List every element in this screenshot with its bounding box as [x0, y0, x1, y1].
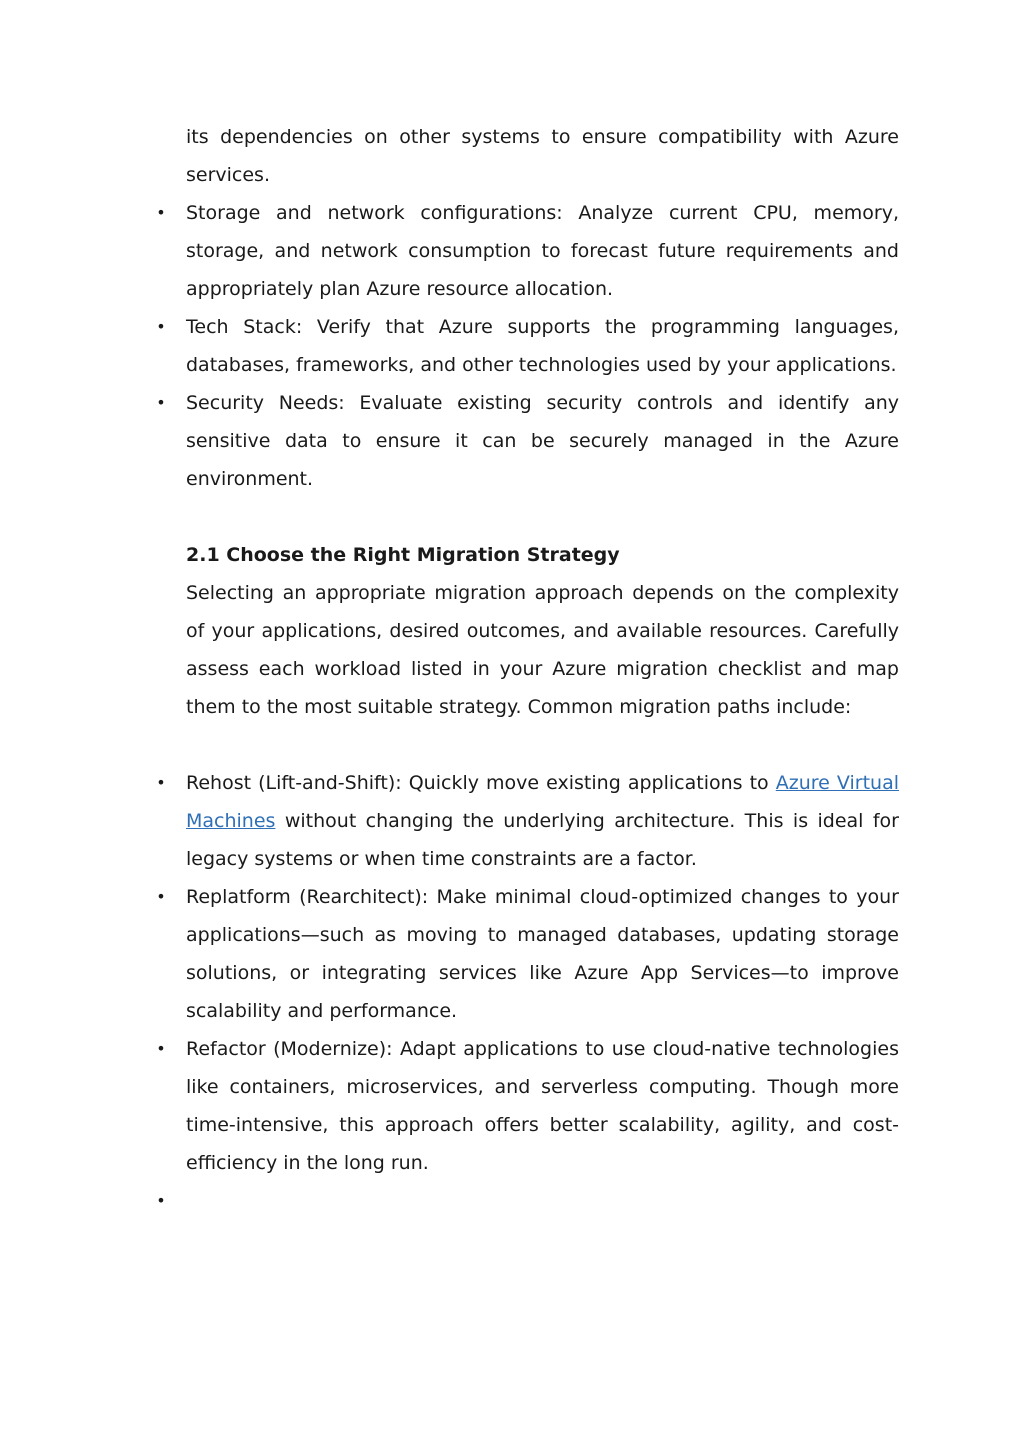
- spacer: [186, 726, 899, 764]
- bullet-icon: •: [156, 317, 166, 336]
- list-item-security-needs: [156, 384, 899, 498]
- bullet-icon: •: [156, 393, 166, 412]
- bullet-icon: •: [156, 773, 166, 792]
- list-item-text: Replatform (Rearchitect): Make minimal cloud-optimized changes to your applications—such as moving to managed databases, updating storage solutions, or integrating services like Azure App Services—to improve scalability and performance.: [186, 886, 899, 1022]
- section-heading: 2.1 Choose the Right Migration Strategy: [186, 544, 620, 566]
- document-page: [156, 118, 899, 1220]
- list-item-rehost: [156, 764, 899, 878]
- list-item-storage-network: [156, 194, 899, 308]
- section-intro-paragraph: Selecting an appropriate migration approach depends on the complexity of your applications, desired outcomes, and available resources. Carefully assess each workload listed in your Azure migration checklist and map them to the most suitable strategy. Common migration paths include:: [186, 582, 899, 718]
- rehost-text-after: without changing the underlying architecture. This is ideal for legacy systems or when time constraints are a factor.: [186, 810, 899, 870]
- strategy-list: [156, 764, 899, 1220]
- list-item-text: [186, 1190, 192, 1212]
- bullet-icon: •: [156, 1039, 166, 1058]
- list-item-text: Security Needs: Evaluate existing security controls and identify any sensitive data to ensure it can be securely managed in the Azure environment.: [186, 392, 899, 490]
- list-item-replatform: [156, 878, 899, 1030]
- list-item-refactor: [156, 1030, 899, 1182]
- list-item-text: Tech Stack: Verify that Azure supports the programming languages, databases, frameworks, and other technologies used by your applications.: [186, 316, 899, 376]
- continuation-paragraph: its dependencies on other systems to ensure compatibility with Azure services.: [186, 126, 899, 186]
- assessment-list: [156, 194, 899, 498]
- list-item-tech-stack: [156, 308, 899, 384]
- bullet-icon: •: [156, 887, 166, 906]
- bullet-icon: •: [156, 1191, 166, 1210]
- azure-virtual-machines-link[interactable]: Azure Virtual Machines: [186, 772, 899, 832]
- list-item-empty: [156, 1182, 899, 1220]
- list-item-text: Storage and network configurations: Analyze current CPU, memory, storage, and network consumption to forecast future requirements and appropriately plan Azure resource allocation.: [186, 202, 899, 300]
- rehost-text-before: Rehost (Lift-and-Shift): Quickly move existing applications to: [186, 772, 776, 794]
- list-item-text: Refactor (Modernize): Adapt applications to use cloud-native technologies like containers, microservices, and serverless computing. Though more time-intensive, this approach offers better scalability, agility, and cost-efficiency in the long run.: [186, 1038, 899, 1174]
- bullet-icon: •: [156, 203, 166, 222]
